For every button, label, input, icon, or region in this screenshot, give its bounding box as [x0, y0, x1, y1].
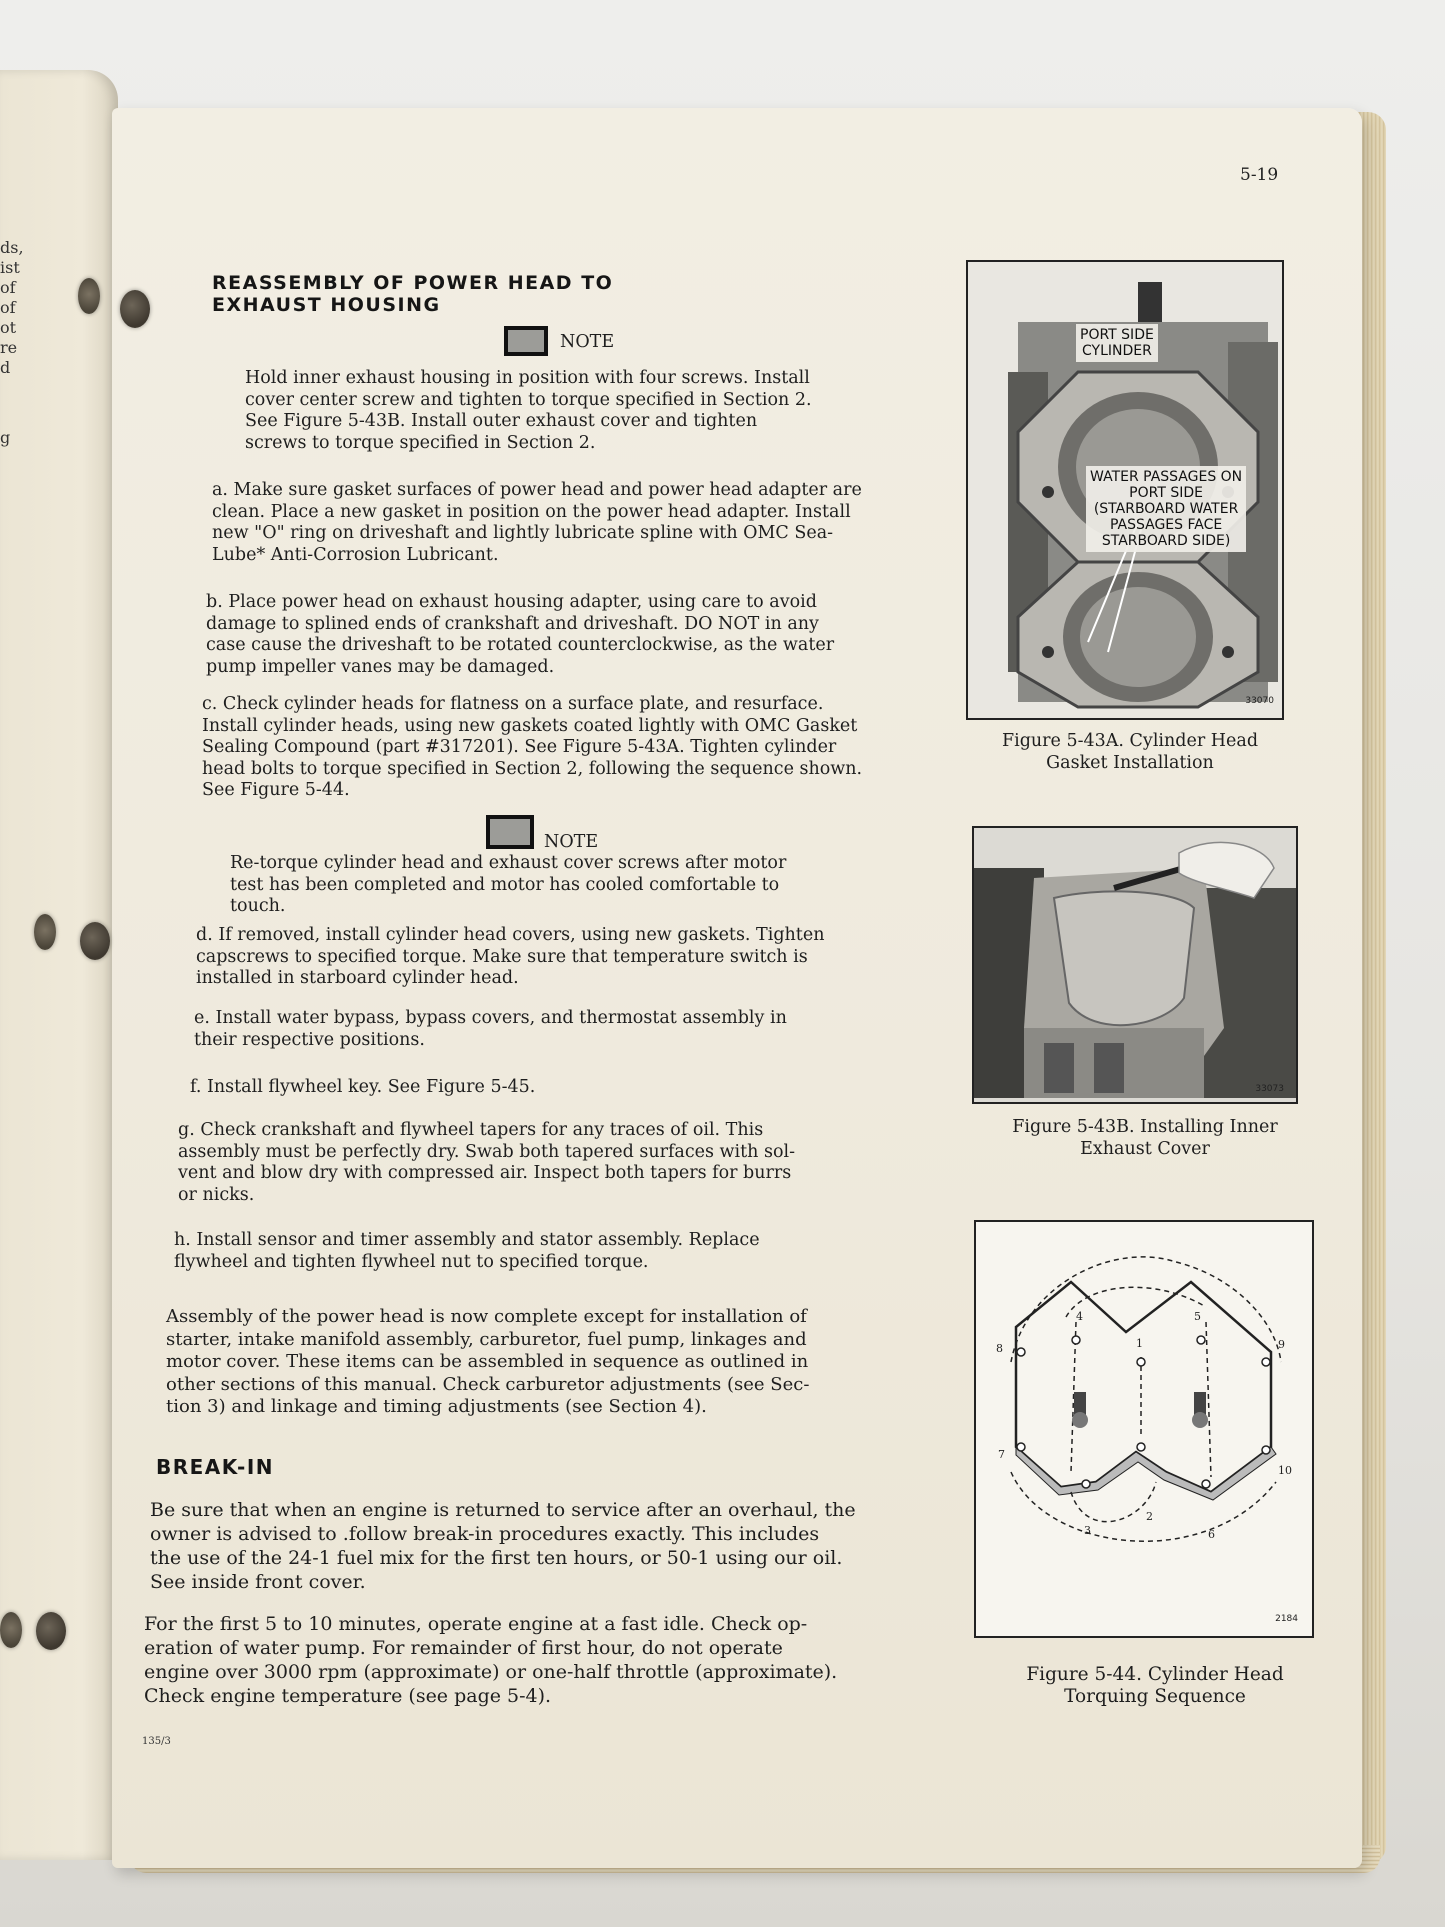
- left-page-text: d: [0, 358, 11, 377]
- sequence-label: 8: [996, 1342, 1003, 1355]
- binder-hole: [78, 278, 100, 314]
- step-f: f. Install flywheel key. See Figure 5-45.: [190, 1077, 536, 1097]
- binder-hole: [80, 922, 110, 960]
- binder-hole: [34, 914, 56, 950]
- sequence-label: 9: [1278, 1338, 1285, 1351]
- summary-paragraph: Assembly of the power head is now complete except for installation of starter, intake manifold assembly, carburetor, fuel pump, linkages and motor cover. These items can be assembled in sequence as outlined in other sections of this manual. Check carburetor adjustments (see Sec- tion 3) and linkage and timing adjustments (see Section 4).: [166, 1306, 810, 1417]
- sequence-label: 2: [1146, 1510, 1153, 1523]
- left-page-text: of: [0, 298, 16, 317]
- figure-5-44-caption: Figure 5-44. Cylinder Head Torquing Sequence: [1026, 1664, 1284, 1707]
- page-number: 5-19: [1240, 165, 1279, 185]
- left-page-text: ds,: [0, 238, 24, 257]
- sequence-label: 3: [1084, 1524, 1091, 1537]
- figure-5-43b-caption: Figure 5-43B. Installing Inner Exhaust Cover: [1012, 1117, 1278, 1159]
- binder-hole: [0, 1612, 22, 1648]
- callout-water-passages: WATER PASSAGES ON PORT SIDE (STARBOARD WATER PASSAGES FACE STARBOARD SIDE): [1086, 466, 1246, 552]
- left-page-text: re: [0, 338, 18, 357]
- section-title: REASSEMBLY OF POWER HEAD TO EXHAUST HOUSING: [212, 272, 614, 316]
- breakin-title: BREAK-IN: [156, 1455, 275, 1479]
- sequence-label: 7: [998, 1448, 1005, 1461]
- sequence-label: 10: [1278, 1464, 1292, 1477]
- binder-hole: [120, 290, 150, 328]
- step-b: b. Place power head on exhaust housing adapter, using care to avoid damage to splined ends of crankshaft and driveshaft. DO NOT in any case cause the driveshaft to be rotated counterclockwise, as the water pump impeller vanes may be damaged.: [206, 592, 835, 677]
- left-page-text: ist: [0, 258, 20, 277]
- note-text: Re-torque cylinder head and exhaust cover screws after motor test has been completed and motor has cooled comfortable to touch.: [230, 853, 787, 916]
- left-page-text: ot: [0, 318, 17, 337]
- footer-code: 135/3: [142, 1736, 171, 1747]
- note-icon: [504, 326, 548, 356]
- callout-port-side-cylinder: PORT SIDE CYLINDER: [1076, 324, 1158, 362]
- sequence-label: 6: [1208, 1528, 1215, 1541]
- step-d: d. If removed, install cylinder head covers, using new gaskets. Tighten capscrews to specified torque. Make sure that temperature switch is installed in starboard cylinder head.: [196, 925, 825, 988]
- note-text: Hold inner exhaust housing in position with four screws. Install cover center screw and tighten to torque specified in Section 2. See Figure 5-43B. Install outer exhaust cover and tighten screws to torque specified in Section 2.: [245, 368, 812, 453]
- step-c: c. Check cylinder heads for flatness on a surface plate, and resurface. Install cylinder heads, using new gaskets coated lightly with OMC Gasket Sealing Compound (part #317201). See Figure 5-43A. Tighten cylinder head bolts to torque specified in Section 2, following the sequence shown. See Figure 5-44.: [202, 694, 863, 800]
- step-g: g. Check crankshaft and flywheel tapers for any traces of oil. This assembly must be perfectly dry. Swab both tapered surfaces with sol- vent and blow dry with compressed air. Inspect both tapers for burrs or nicks.: [178, 1120, 796, 1205]
- left-page: [0, 70, 118, 1860]
- step-e: e. Install water bypass, bypass covers, and thermostat assembly in their respective positions.: [194, 1008, 787, 1050]
- left-page-text: g: [0, 428, 11, 447]
- sequence-label: 4: [1076, 1310, 1083, 1323]
- note-icon: [486, 815, 534, 849]
- figure-5-43a-photo: [966, 260, 1284, 720]
- figure-5-44-diagram: [974, 1220, 1314, 1638]
- note-label: NOTE: [544, 832, 599, 852]
- left-page-text: of: [0, 278, 16, 297]
- figure-5-43b-photo: [972, 826, 1298, 1104]
- sequence-label: 5: [1194, 1310, 1201, 1323]
- breakin-paragraph-1: Be sure that when an engine is returned to service after an overhaul, the owner is advised to .follow break-in procedures exactly. This includes the use of the 24-1 fuel mix for the first ten hours, or 50-1 using our oil. See inside front cover.: [150, 1499, 856, 1593]
- note-label: NOTE: [560, 332, 615, 352]
- binder-hole: [36, 1612, 66, 1650]
- step-h: h. Install sensor and timer assembly and stator assembly. Replace flywheel and tighten flywheel nut to specified torque.: [174, 1230, 760, 1272]
- torquing-sequence-diagram: [976, 1222, 1312, 1636]
- figure-number: 33070: [1245, 696, 1274, 706]
- step-a: a. Make sure gasket surfaces of power head and power head adapter are clean. Place a new gasket in position on the power head adapter. Install new "O" ring on driveshaft and lightly lubricate spline with OMC Sea- Lube* Anti-Corrosion Lubricant.: [212, 480, 862, 565]
- breakin-paragraph-2: For the first 5 to 10 minutes, operate engine at a fast idle. Check op- eration of water pump. For remainder of first hour, do not operate engine over 3000 rpm (approximate) or one-half throttle (approximate). Check engine temperature (see page 5-4).: [144, 1613, 838, 1707]
- inner-exhaust-cover-illustration: [974, 828, 1296, 1102]
- figure-number: 2184: [1275, 1614, 1298, 1624]
- figure-5-43a-caption: Figure 5-43A. Cylinder Head Gasket Installation: [1001, 731, 1259, 773]
- sequence-label: 1: [1136, 1337, 1143, 1350]
- figure-number: 33073: [1255, 1084, 1284, 1094]
